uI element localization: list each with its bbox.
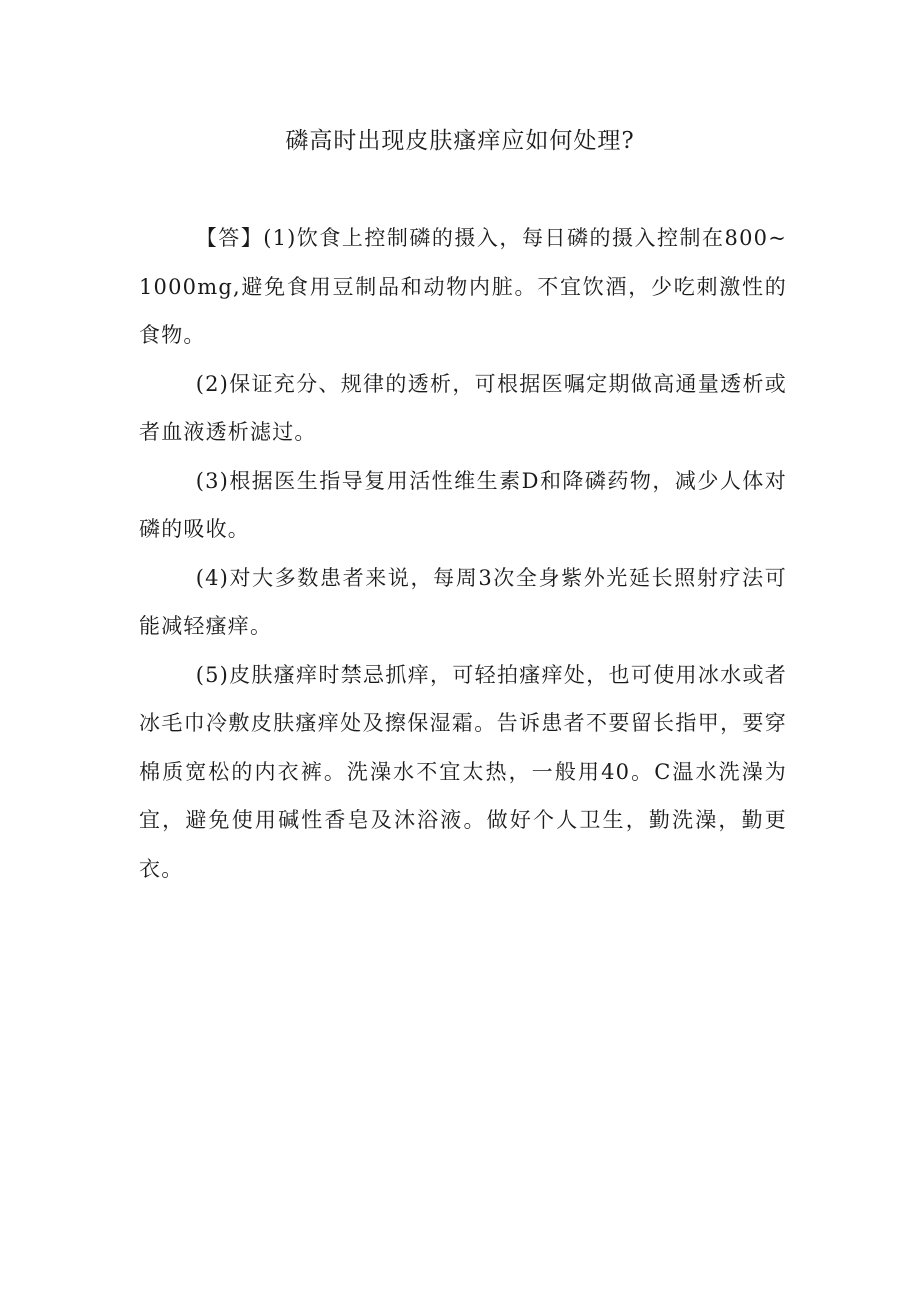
answer-paragraph-4: (4)对大多数患者来说，每周3次全身紫外光延长照射疗法可能减轻瘙痒。 [139, 565, 787, 638]
answer-paragraph-5: (5)皮肤瘙痒时禁忌抓痒，可轻拍瘙痒处，也可使用冰水或者冰毛巾冷敷皮肤瘙痒处及擦保湿霜。告诉患者不要留长指甲，要穿棉质宽松的内衣裤。洗澡水不宜太热，一般用40。C温水洗澡为宜，避免使用碱性香皂及沐浴液。做好个人卫生，勤洗澡，勤更衣。 [139, 662, 787, 881]
document-title: 磷高时出现皮肤瘙痒应如何处理? [285, 128, 635, 154]
answer-paragraph-3: (3)根据医生指导复用活性维生素D和降磷药物，减少人体对磷的吸收。 [139, 468, 787, 541]
answer-paragraph-1: 【答】(1)饮食上控制磷的摄入，每日磷的摄入控制在800~1000mg,避免食用豆制品和动物内脏。不宜饮酒，少吃刺激性的食物。 [139, 226, 787, 347]
document-body [139, 214, 787, 893]
answer-paragraph-2: (2)保证充分、规律的透析，可根据医嘱定期做高通量透析或者血液透析滤过。 [139, 371, 787, 444]
